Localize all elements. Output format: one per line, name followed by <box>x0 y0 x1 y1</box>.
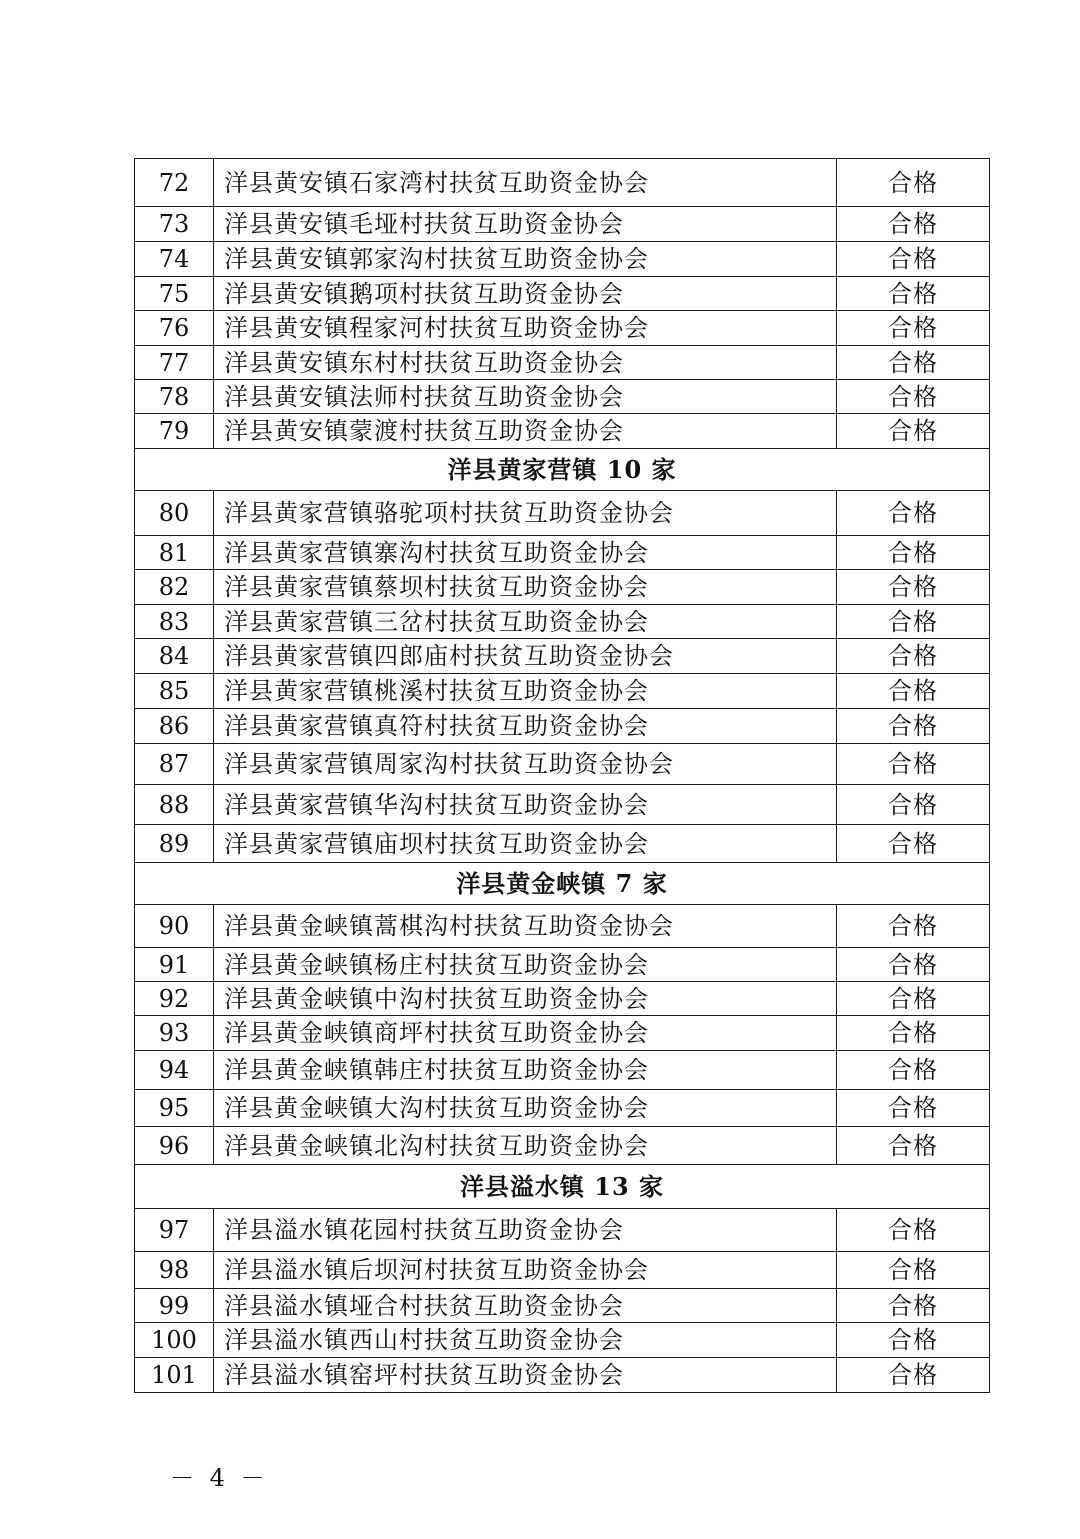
result-cell: 合格 <box>837 1051 990 1090</box>
row-number: 76 <box>135 311 214 346</box>
table-row <box>135 825 990 863</box>
section-header-row <box>135 449 990 491</box>
association-name: 洋县黄家营镇骆驼项村扶贫互助资金协会 <box>214 491 837 536</box>
association-name: 洋县黄家营镇华沟村扶贫互助资金协会 <box>214 785 837 825</box>
association-name: 洋县黄金峡镇大沟村扶贫互助资金协会 <box>214 1090 837 1127</box>
result-cell: 合格 <box>837 570 990 605</box>
result-cell: 合格 <box>837 709 990 744</box>
association-name: 洋县黄家营镇四郎庙村扶贫互助资金协会 <box>214 639 837 674</box>
association-name: 洋县黄家营镇三岔村扶贫互助资金协会 <box>214 605 837 639</box>
association-name: 洋县黄安镇程家河村扶贫互助资金协会 <box>214 311 837 346</box>
result-cell: 合格 <box>837 948 990 982</box>
table-row <box>135 982 990 1016</box>
row-number: 81 <box>135 536 214 570</box>
association-name: 洋县黄安镇蒙渡村扶贫互助资金协会 <box>214 414 837 449</box>
result-cell: 合格 <box>837 905 990 948</box>
association-name: 洋县黄家营镇寨沟村扶贫互助资金协会 <box>214 536 837 570</box>
row-number: 84 <box>135 639 214 674</box>
association-name: 洋县黄金峡镇杨庄村扶贫互助资金协会 <box>214 948 837 982</box>
row-number: 90 <box>135 905 214 948</box>
association-name: 洋县溢水镇花园村扶贫互助资金协会 <box>214 1209 837 1252</box>
result-cell: 合格 <box>837 744 990 785</box>
result-cell: 合格 <box>837 1323 990 1358</box>
row-number: 73 <box>135 207 214 242</box>
table-row <box>135 414 990 449</box>
result-cell: 合格 <box>837 277 990 311</box>
association-name: 洋县黄家营镇桃溪村扶贫互助资金协会 <box>214 674 837 709</box>
table-row <box>135 277 990 311</box>
row-number: 79 <box>135 414 214 449</box>
table-row <box>135 491 990 536</box>
table-row <box>135 380 990 414</box>
row-number: 101 <box>135 1358 214 1393</box>
table-row <box>135 1209 990 1252</box>
row-number: 83 <box>135 605 214 639</box>
row-number: 99 <box>135 1289 214 1323</box>
result-cell: 合格 <box>837 346 990 380</box>
result-cell: 合格 <box>837 1252 990 1289</box>
result-cell: 合格 <box>837 982 990 1016</box>
result-cell: 合格 <box>837 242 990 277</box>
row-number: 85 <box>135 674 214 709</box>
table-row <box>135 1127 990 1165</box>
association-name: 洋县黄金峡镇韩庄村扶贫互助资金协会 <box>214 1051 837 1090</box>
association-name: 洋县溢水镇窑坪村扶贫互助资金协会 <box>214 1358 837 1393</box>
row-number: 96 <box>135 1127 214 1165</box>
row-number: 97 <box>135 1209 214 1252</box>
page-number: － 4 － <box>170 1464 269 1492</box>
section-header-row <box>135 1165 990 1209</box>
association-name: 洋县黄安镇郭家沟村扶贫互助资金协会 <box>214 242 837 277</box>
results-table <box>134 158 990 1393</box>
row-number: 91 <box>135 948 214 982</box>
result-cell: 合格 <box>837 605 990 639</box>
row-number: 74 <box>135 242 214 277</box>
association-name: 洋县黄安镇毛垭村扶贫互助资金协会 <box>214 207 837 242</box>
row-number: 89 <box>135 825 214 863</box>
association-name: 洋县黄金峡镇中沟村扶贫互助资金协会 <box>214 982 837 1016</box>
table-row <box>135 207 990 242</box>
association-name: 洋县黄家营镇庙坝村扶贫互助资金协会 <box>214 825 837 863</box>
row-number: 95 <box>135 1090 214 1127</box>
result-cell: 合格 <box>837 159 990 207</box>
table-row <box>135 570 990 605</box>
table-row <box>135 311 990 346</box>
table-row <box>135 1051 990 1090</box>
row-number: 77 <box>135 346 214 380</box>
table-row <box>135 159 990 207</box>
association-name: 洋县溢水镇垭合村扶贫互助资金协会 <box>214 1289 837 1323</box>
table-row <box>135 905 990 948</box>
result-cell: 合格 <box>837 785 990 825</box>
result-cell: 合格 <box>837 1289 990 1323</box>
row-number: 72 <box>135 159 214 207</box>
result-cell: 合格 <box>837 380 990 414</box>
association-name: 洋县黄家营镇真符村扶贫互助资金协会 <box>214 709 837 744</box>
row-number: 75 <box>135 277 214 311</box>
row-number: 98 <box>135 1252 214 1289</box>
row-number: 87 <box>135 744 214 785</box>
association-name: 洋县黄金峡镇商坪村扶贫互助资金协会 <box>214 1016 837 1051</box>
table-row <box>135 536 990 570</box>
association-name: 洋县溢水镇后坝河村扶贫互助资金协会 <box>214 1252 837 1289</box>
result-cell: 合格 <box>837 1090 990 1127</box>
section-title: 洋县黄金峡镇 7 家 <box>135 863 990 905</box>
results-table-body <box>135 159 990 1393</box>
result-cell: 合格 <box>837 536 990 570</box>
section-header-row <box>135 863 990 905</box>
section-title: 洋县溢水镇 13 家 <box>135 1165 990 1209</box>
row-number: 100 <box>135 1323 214 1358</box>
row-number: 88 <box>135 785 214 825</box>
row-number: 92 <box>135 982 214 1016</box>
row-number: 80 <box>135 491 214 536</box>
result-cell: 合格 <box>837 1209 990 1252</box>
row-number: 82 <box>135 570 214 605</box>
table-row <box>135 1358 990 1393</box>
result-cell: 合格 <box>837 825 990 863</box>
table-row <box>135 242 990 277</box>
result-cell: 合格 <box>837 311 990 346</box>
association-name: 洋县黄家营镇周家沟村扶贫互助资金协会 <box>214 744 837 785</box>
row-number: 86 <box>135 709 214 744</box>
association-name: 洋县黄安镇鹅项村扶贫互助资金协会 <box>214 277 837 311</box>
table-row <box>135 1016 990 1051</box>
table-row <box>135 1323 990 1358</box>
table-row <box>135 1090 990 1127</box>
result-cell: 合格 <box>837 674 990 709</box>
table-row <box>135 346 990 380</box>
result-cell: 合格 <box>837 1358 990 1393</box>
table-row <box>135 605 990 639</box>
result-cell: 合格 <box>837 491 990 536</box>
section-title: 洋县黄家营镇 10 家 <box>135 449 990 491</box>
row-number: 93 <box>135 1016 214 1051</box>
row-number: 78 <box>135 380 214 414</box>
table-row <box>135 709 990 744</box>
table-row <box>135 785 990 825</box>
association-name: 洋县黄安镇石家湾村扶贫互助资金协会 <box>214 159 837 207</box>
row-number: 94 <box>135 1051 214 1090</box>
association-name: 洋县黄安镇东村村扶贫互助资金协会 <box>214 346 837 380</box>
result-cell: 合格 <box>837 1127 990 1165</box>
table-row <box>135 1289 990 1323</box>
table-row <box>135 674 990 709</box>
result-cell: 合格 <box>837 639 990 674</box>
association-name: 洋县黄金峡镇北沟村扶贫互助资金协会 <box>214 1127 837 1165</box>
table-row <box>135 948 990 982</box>
association-name: 洋县黄金峡镇蒿棋沟村扶贫互助资金协会 <box>214 905 837 948</box>
result-cell: 合格 <box>837 207 990 242</box>
table-row <box>135 1252 990 1289</box>
association-name: 洋县黄安镇法师村扶贫互助资金协会 <box>214 380 837 414</box>
result-cell: 合格 <box>837 1016 990 1051</box>
table-row <box>135 744 990 785</box>
association-name: 洋县溢水镇西山村扶贫互助资金协会 <box>214 1323 837 1358</box>
result-cell: 合格 <box>837 414 990 449</box>
table-row <box>135 639 990 674</box>
association-name: 洋县黄家营镇蔡坝村扶贫互助资金协会 <box>214 570 837 605</box>
